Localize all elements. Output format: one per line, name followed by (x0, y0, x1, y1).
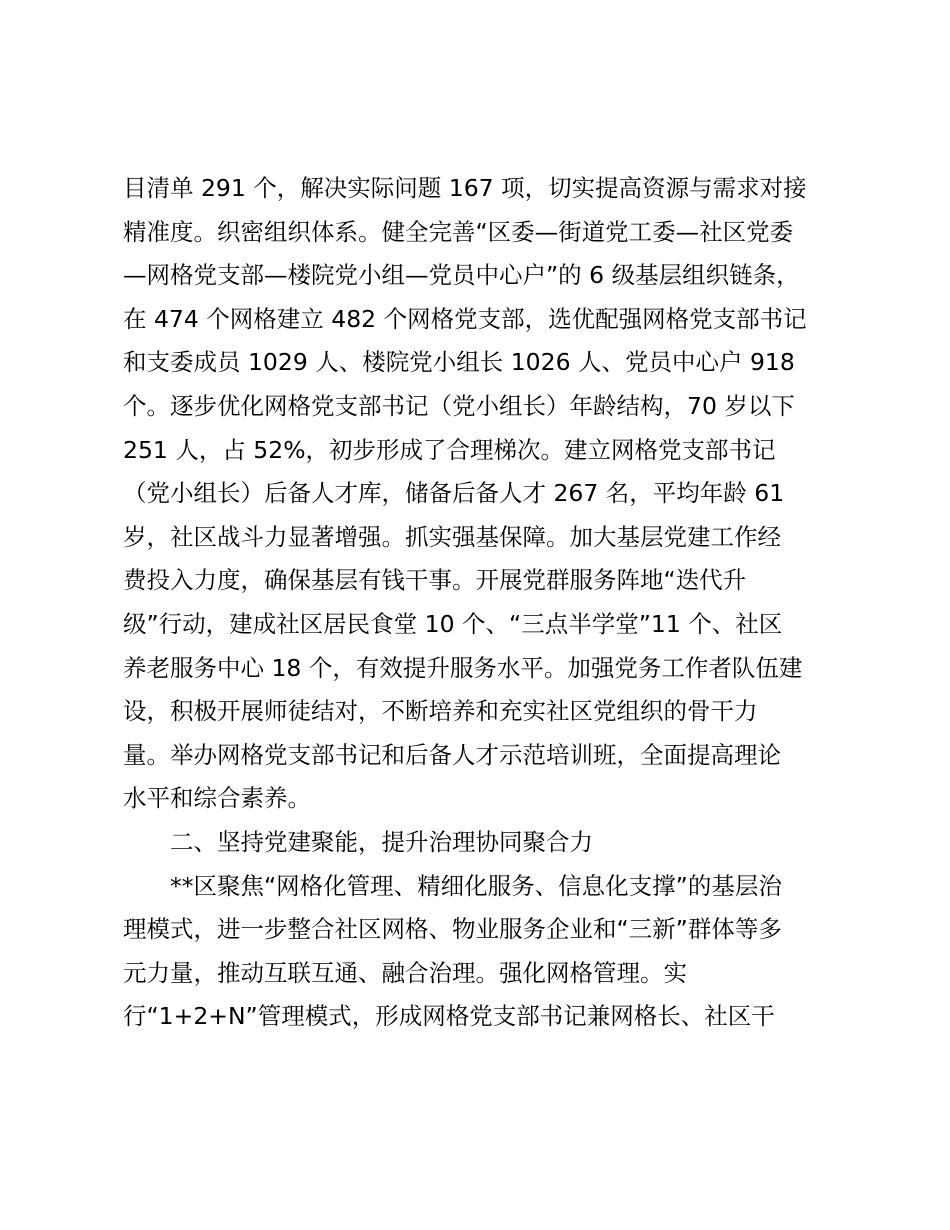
text-line: 行“1+2+N”管理模式，形成网格党支部书记兼网格长、社区干 (123, 1002, 775, 1031)
text-line: 目清单 291 个，解决实际问题 167 项，切实提高资源与需求对接 (123, 174, 807, 202)
text-line: 理模式，进一步整合社区网格、物业服务企业和“三新”群体等多 (123, 915, 782, 944)
text-line: 养老服务中心 18 个，有效提升服务水平。加强党务工作者队伍建 (123, 653, 803, 682)
text-line: （党小组长）后备人才库，储备后备人才 267 名，平均年龄 61 (123, 479, 785, 508)
text-line: 251 人，占 52%，初步形成了合理梯次。建立网格党支部书记 (123, 435, 776, 464)
text-line: 元力量，推动互联互通、融合治理。强化网格管理。实 (123, 958, 687, 987)
text-line: 级”行动，建成社区居民食堂 10 个、“三点半学堂”11 个、社区 (123, 609, 783, 638)
text-line: 量。举办网格党支部书记和后备人才示范培训班，全面提高理论 (123, 740, 781, 769)
text-line: 岁，社区战斗力显著增强。抓实强基保障。加大基层党建工作经 (123, 522, 781, 551)
text-line: —网格党支部—楼院党小组—党员中心户”的 6 级基层组织链条， (123, 261, 800, 290)
text-line: 费投入力度，确保基层有钱干事。开展党群服务阵地“迭代升 (123, 566, 747, 595)
text-line: 在 474 个网格建立 482 个网格党支部，选优配强网格党支部书记 (123, 304, 807, 333)
text-line: 个。逐步优化网格党支部书记（党小组长）年龄结构，70 岁以下 (123, 391, 795, 420)
text-line: 和支委成员 1029 人、楼院党小组长 1026 人、党员中心户 918 (123, 348, 795, 377)
text-line: **区聚焦“网格化管理、精细化服务、信息化支撑”的基层治 (170, 871, 782, 900)
text-line: 精准度。织密组织体系。健全完善“区委—街道党工委—社区党委 (123, 217, 794, 246)
body-text (123, 167, 843, 1039)
section-heading: 二、坚持党建聚能，提升治理协同聚合力 (170, 827, 593, 856)
text-line: 设，积极开展师徒结对，不断培养和充实社区党组织的骨干力 (123, 697, 758, 726)
text-line: 水平和综合素养。 (123, 784, 311, 813)
